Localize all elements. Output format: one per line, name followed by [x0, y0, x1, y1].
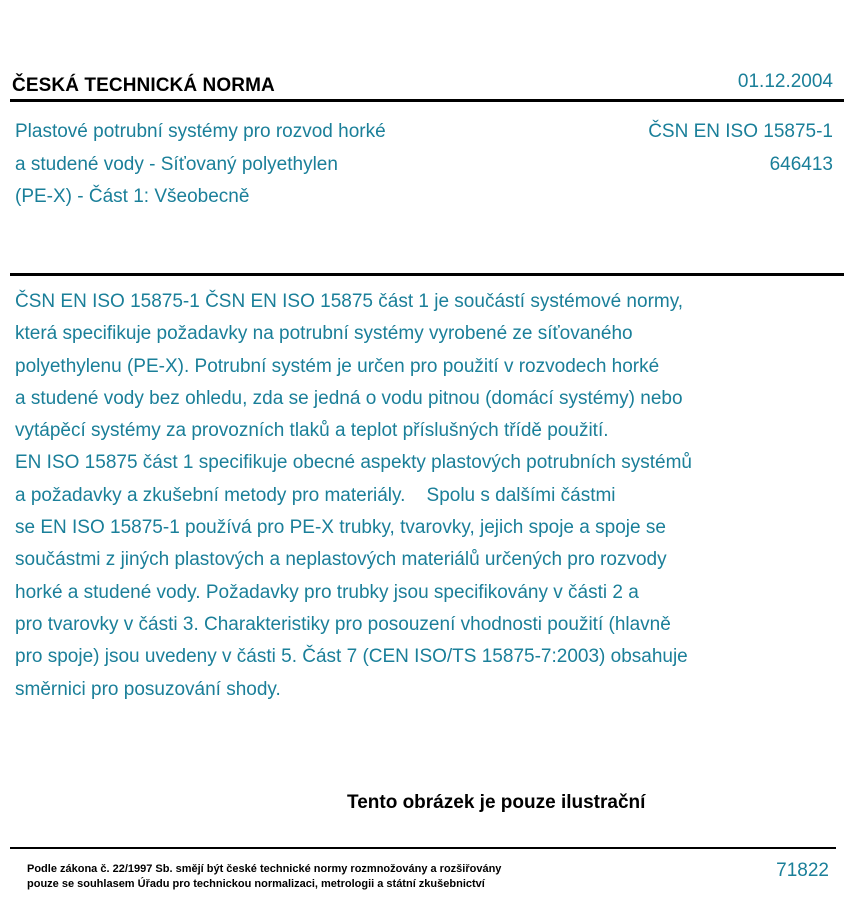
legal-notice-line: Podle zákona č. 22/1997 Sb. smějí být české technické normy rozmnožovány a rozšiřovány	[27, 863, 502, 875]
document-title-line: (PE-X) - Část 1: Všeobecně	[15, 186, 250, 207]
legal-notice-line: pouze se souhlasem Úřadu pro technickou normalizaci, metrologii a státní zkušebnictví	[27, 878, 485, 890]
document-title-line: a studené vody - Síťovaný polyethylen	[15, 153, 338, 175]
document-title-line: Plastové potrubní systémy pro rozvod horké	[15, 121, 386, 142]
abstract-line: EN ISO 15875 část 1 specifikuje obecné aspekty plastových potrubních systémů	[15, 452, 692, 474]
abstract-line: pro tvarovky v části 3. Charakteristiky pro posouzení vhodnosti použití (hlavně	[15, 613, 671, 635]
abstract-line: součástmi z jiných plastových a neplastových materiálů určených pro rozvody	[15, 549, 667, 571]
standard-number: ČSN EN ISO 15875-1	[648, 121, 833, 142]
abstract-line: horké a studené vody. Požadavky pro trubky jsou specifikovány v části 2 a	[15, 581, 639, 603]
abstract	[15, 286, 845, 706]
abstract-line: polyethylenu (PE-X). Potrubní systém je určen pro použití v rozvodech horké	[15, 355, 660, 377]
section-divider	[10, 273, 844, 276]
abstract-line: pro spoje) jsou uvedeny v části 5. Část 7 (CEN ISO/TS 15875-7:2003) obsahuje	[15, 646, 688, 668]
document-identifiers	[648, 116, 833, 181]
abstract-line: ČSN EN ISO 15875-1 ČSN EN ISO 15875 část 1 je součástí systémové normy,	[15, 291, 684, 312]
classification-code: 646413	[769, 153, 833, 175]
abstract-line: a požadavky a zkušební metody pro materiály. Spolu s dalšími částmi	[15, 484, 616, 506]
header-divider	[10, 99, 844, 102]
document-title	[15, 116, 475, 214]
order-code: 71822	[776, 860, 829, 881]
abstract-line: se EN ISO 15875-1 používá pro PE-X trubky, tvarovky, jejich spoje a spoje se	[15, 517, 666, 539]
abstract-line: která specifikuje požadavky na potrubní systémy vyrobené ze síťovaného	[15, 323, 633, 345]
issue-date: 01.12.2004	[737, 71, 833, 92]
page-title: ČESKÁ TECHNICKÁ NORMA	[12, 75, 275, 96]
abstract-line: vytápěcí systémy za provozních tlaků a teplot příslušných třídě použití.	[15, 420, 609, 442]
footer-divider	[10, 847, 836, 849]
legal-notice	[27, 862, 501, 892]
illustration-notice: Tento obrázek je pouze ilustrační	[347, 792, 646, 813]
abstract-line: a studené vody bez ohledu, zda se jedná o vodu pitnou (domácí systémy) nebo	[15, 387, 683, 409]
abstract-line: směrnici pro posuzování shody.	[15, 678, 281, 700]
